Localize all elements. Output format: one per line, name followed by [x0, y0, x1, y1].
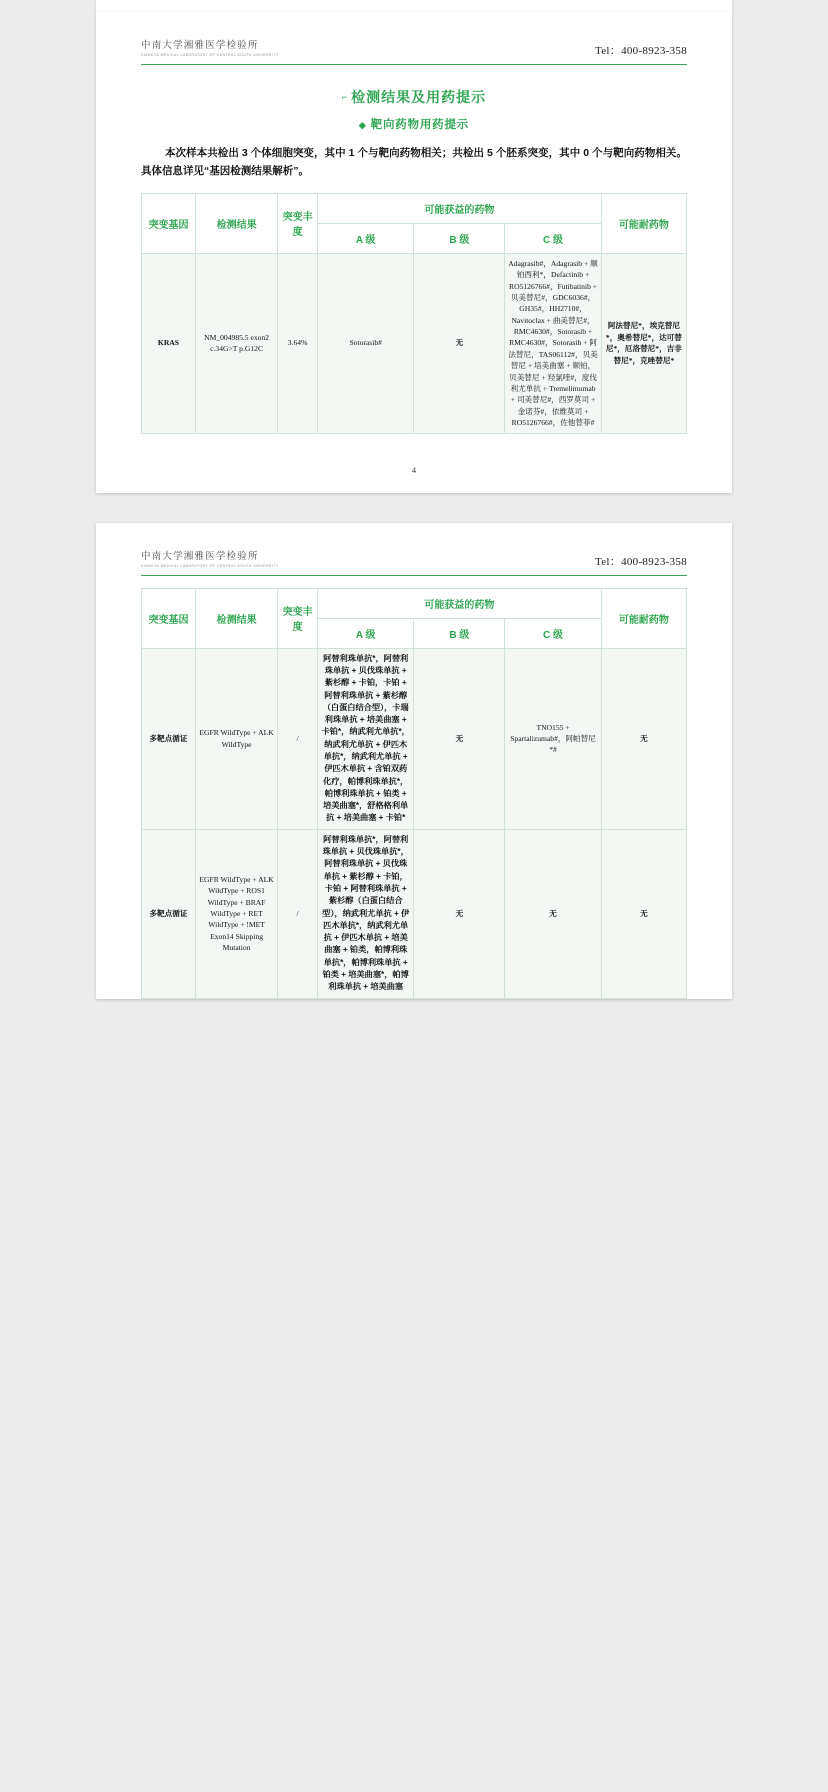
- th-result: 检测结果: [195, 193, 277, 253]
- cell-resistance: 阿法替尼*，埃克替尼*，奥希替尼*，达可替尼*，厄洛替尼*，吉非替尼*，克唑替尼*: [601, 253, 686, 433]
- cell-freq: 3.64%: [278, 253, 318, 433]
- lab-name-cn-2: 中南大学湘雅医学检验所: [141, 552, 259, 563]
- page-number: 4: [412, 465, 416, 475]
- document-header: [141, 42, 687, 65]
- cell-resistance: 无: [601, 648, 686, 829]
- summary-paragraph: 本次样本共检出 3 个体细胞突变，其中 1 个与靶向药物相关；共检出 5 个胚系突变，其中 0 个与靶向药物相关。具体信息详见“基因检测结果解析”。: [141, 147, 687, 178]
- cell-result: EGFR WildType + ALK WildType: [195, 648, 277, 829]
- th-freq: 突变丰度: [278, 193, 318, 253]
- cell-level-c: Adagrasib#，Adagrasib + 顺铂西利*，Defactinib + RO5126766#，Futibatinib + 贝美替尼#，GDC6036#，GH35#，HH2710#，Navitoclax + 曲美替尼#，RMC4630#，Sotorasib + RMC4630#，Sotorasib + 阿法替尼，TAS06112#，贝美替尼 + 培美曲塞 + 顺铂，贝美替尼 + 羟氯喹#，度伐利尤单抗 + Tremelimumab + 司美替尼#，西罗莫司 + 金诺芬#，依维莫司 + RO5126766#，佐他替菲#: [505, 253, 602, 433]
- th-level-c: C 级: [505, 223, 602, 253]
- th2-freq: 突变丰度: [278, 588, 318, 648]
- cell-gene: 多靶点循证: [142, 829, 196, 998]
- cell-level-a: 阿替利珠单抗*，阿替利珠单抗 + 贝伐珠单抗*，阿替利珠单抗 + 贝伐珠单抗 + 紫杉醇 + 卡铂，卡铂 + 阿替利珠单抗 + 紫杉醇（白蛋白结合型），纳武利尤单抗 + 伊匹木单抗*，纳武利尤单抗 + 伊匹木单抗 + 培美曲塞 + 铂类，帕博利珠单抗*，帕博利珠单抗 + 铂类 + 培美曲塞*，帕博利珠单抗 + 培美曲塞: [317, 829, 414, 998]
- th2-resistance: 可能耐药物: [601, 588, 686, 648]
- cell-level-c: 无: [505, 829, 602, 998]
- th-level-b: B 级: [414, 223, 505, 253]
- table-header-row-1: [142, 193, 687, 223]
- th2-level-b: B 级: [414, 618, 505, 648]
- table-row: [142, 648, 687, 829]
- diamond-icon: ◆: [358, 120, 367, 130]
- contact-tel: Tel：400-8923-358: [594, 45, 687, 57]
- cell-level-a: Sotorasib#: [317, 253, 414, 433]
- th2-level-a: A 级: [317, 618, 414, 648]
- sub-section-title: [141, 116, 687, 132]
- lab-name-cn: 中南大学湘雅医学检验所: [141, 41, 259, 52]
- cell-level-c: TNO155 + Spartalizumab#，阿帕替尼*#: [505, 648, 602, 829]
- sub-section-title-text: 靶向药物用药提示: [370, 119, 470, 131]
- th2-result: 检测结果: [195, 588, 277, 648]
- lab-name-en: XIANGYA MEDICAL LABORATORY OF CENTRAL SOUTH UNIVERSITY: [141, 53, 279, 58]
- previous-page-sliver: [96, 0, 732, 12]
- lab-name-en-2: XIANGYA MEDICAL LABORATORY OF CENTRAL SOUTH UNIVERSITY: [141, 563, 279, 569]
- th2-gene: 突变基因: [142, 588, 196, 648]
- cell-freq: /: [278, 648, 318, 829]
- section-title-text: 检测结果及用药提示: [351, 89, 487, 105]
- lab-logo: [141, 42, 279, 58]
- table-row: [142, 253, 687, 433]
- targeted-drug-table: [141, 193, 687, 434]
- cell-level-b: 无: [414, 829, 505, 998]
- report-page-4: [96, 12, 732, 493]
- cell-freq: /: [278, 829, 318, 998]
- th2-level-c: C 级: [505, 618, 602, 648]
- cell-level-b: 无: [414, 648, 505, 829]
- document-header-2: [141, 553, 687, 576]
- th-benefit-group: 可能获益的药物: [317, 193, 601, 223]
- th2-benefit-group: 可能获益的药物: [317, 588, 601, 618]
- cell-result: EGFR WildType + ALK WildType + ROS1 WildType + BRAF WildType + RET WildType + !MET Exon14 Skipping Mutation: [195, 829, 277, 998]
- section-mark-icon: ⌐: [341, 92, 349, 102]
- cell-level-b: 无: [414, 253, 505, 433]
- cell-gene: KRAS: [142, 253, 196, 433]
- table-row: [142, 829, 687, 998]
- report-page-5: [96, 523, 732, 999]
- page-title: [141, 87, 687, 107]
- cell-gene: 多靶点循证: [142, 648, 196, 829]
- table2-header-row-1: [142, 588, 687, 618]
- th-resistance: 可能耐药物: [601, 193, 686, 253]
- cell-resistance: 无: [601, 829, 686, 998]
- th-level-a: A 级: [317, 223, 414, 253]
- multi-target-drug-table: [141, 588, 687, 999]
- contact-tel-2: Tel：400-8923-358: [594, 555, 687, 568]
- cell-level-a: 阿替利珠单抗*，阿替利珠单抗 + 贝伐珠单抗 + 紫杉醇 + 卡铂，卡铂 + 阿替利珠单抗 + 紫杉醇（白蛋白结合型），卡瑞利珠单抗 + 培美曲塞 + 卡铂*，纳武利尤单抗*，纳武利尤单抗 + 伊匹木单抗*，纳武利尤单抗 + 伊匹木单抗 + 含铂双药化疗，帕博利珠单抗*，帕博利珠单抗 + 铂类 + 培美曲塞*，舒格格利单抗 + 培美曲塞 + 卡铂*: [317, 648, 414, 829]
- th-gene: 突变基因: [142, 193, 196, 253]
- cell-result: NM_004985.5 exon2 c.34G>T p.G12C: [195, 253, 277, 433]
- lab-logo-2: [141, 553, 279, 569]
